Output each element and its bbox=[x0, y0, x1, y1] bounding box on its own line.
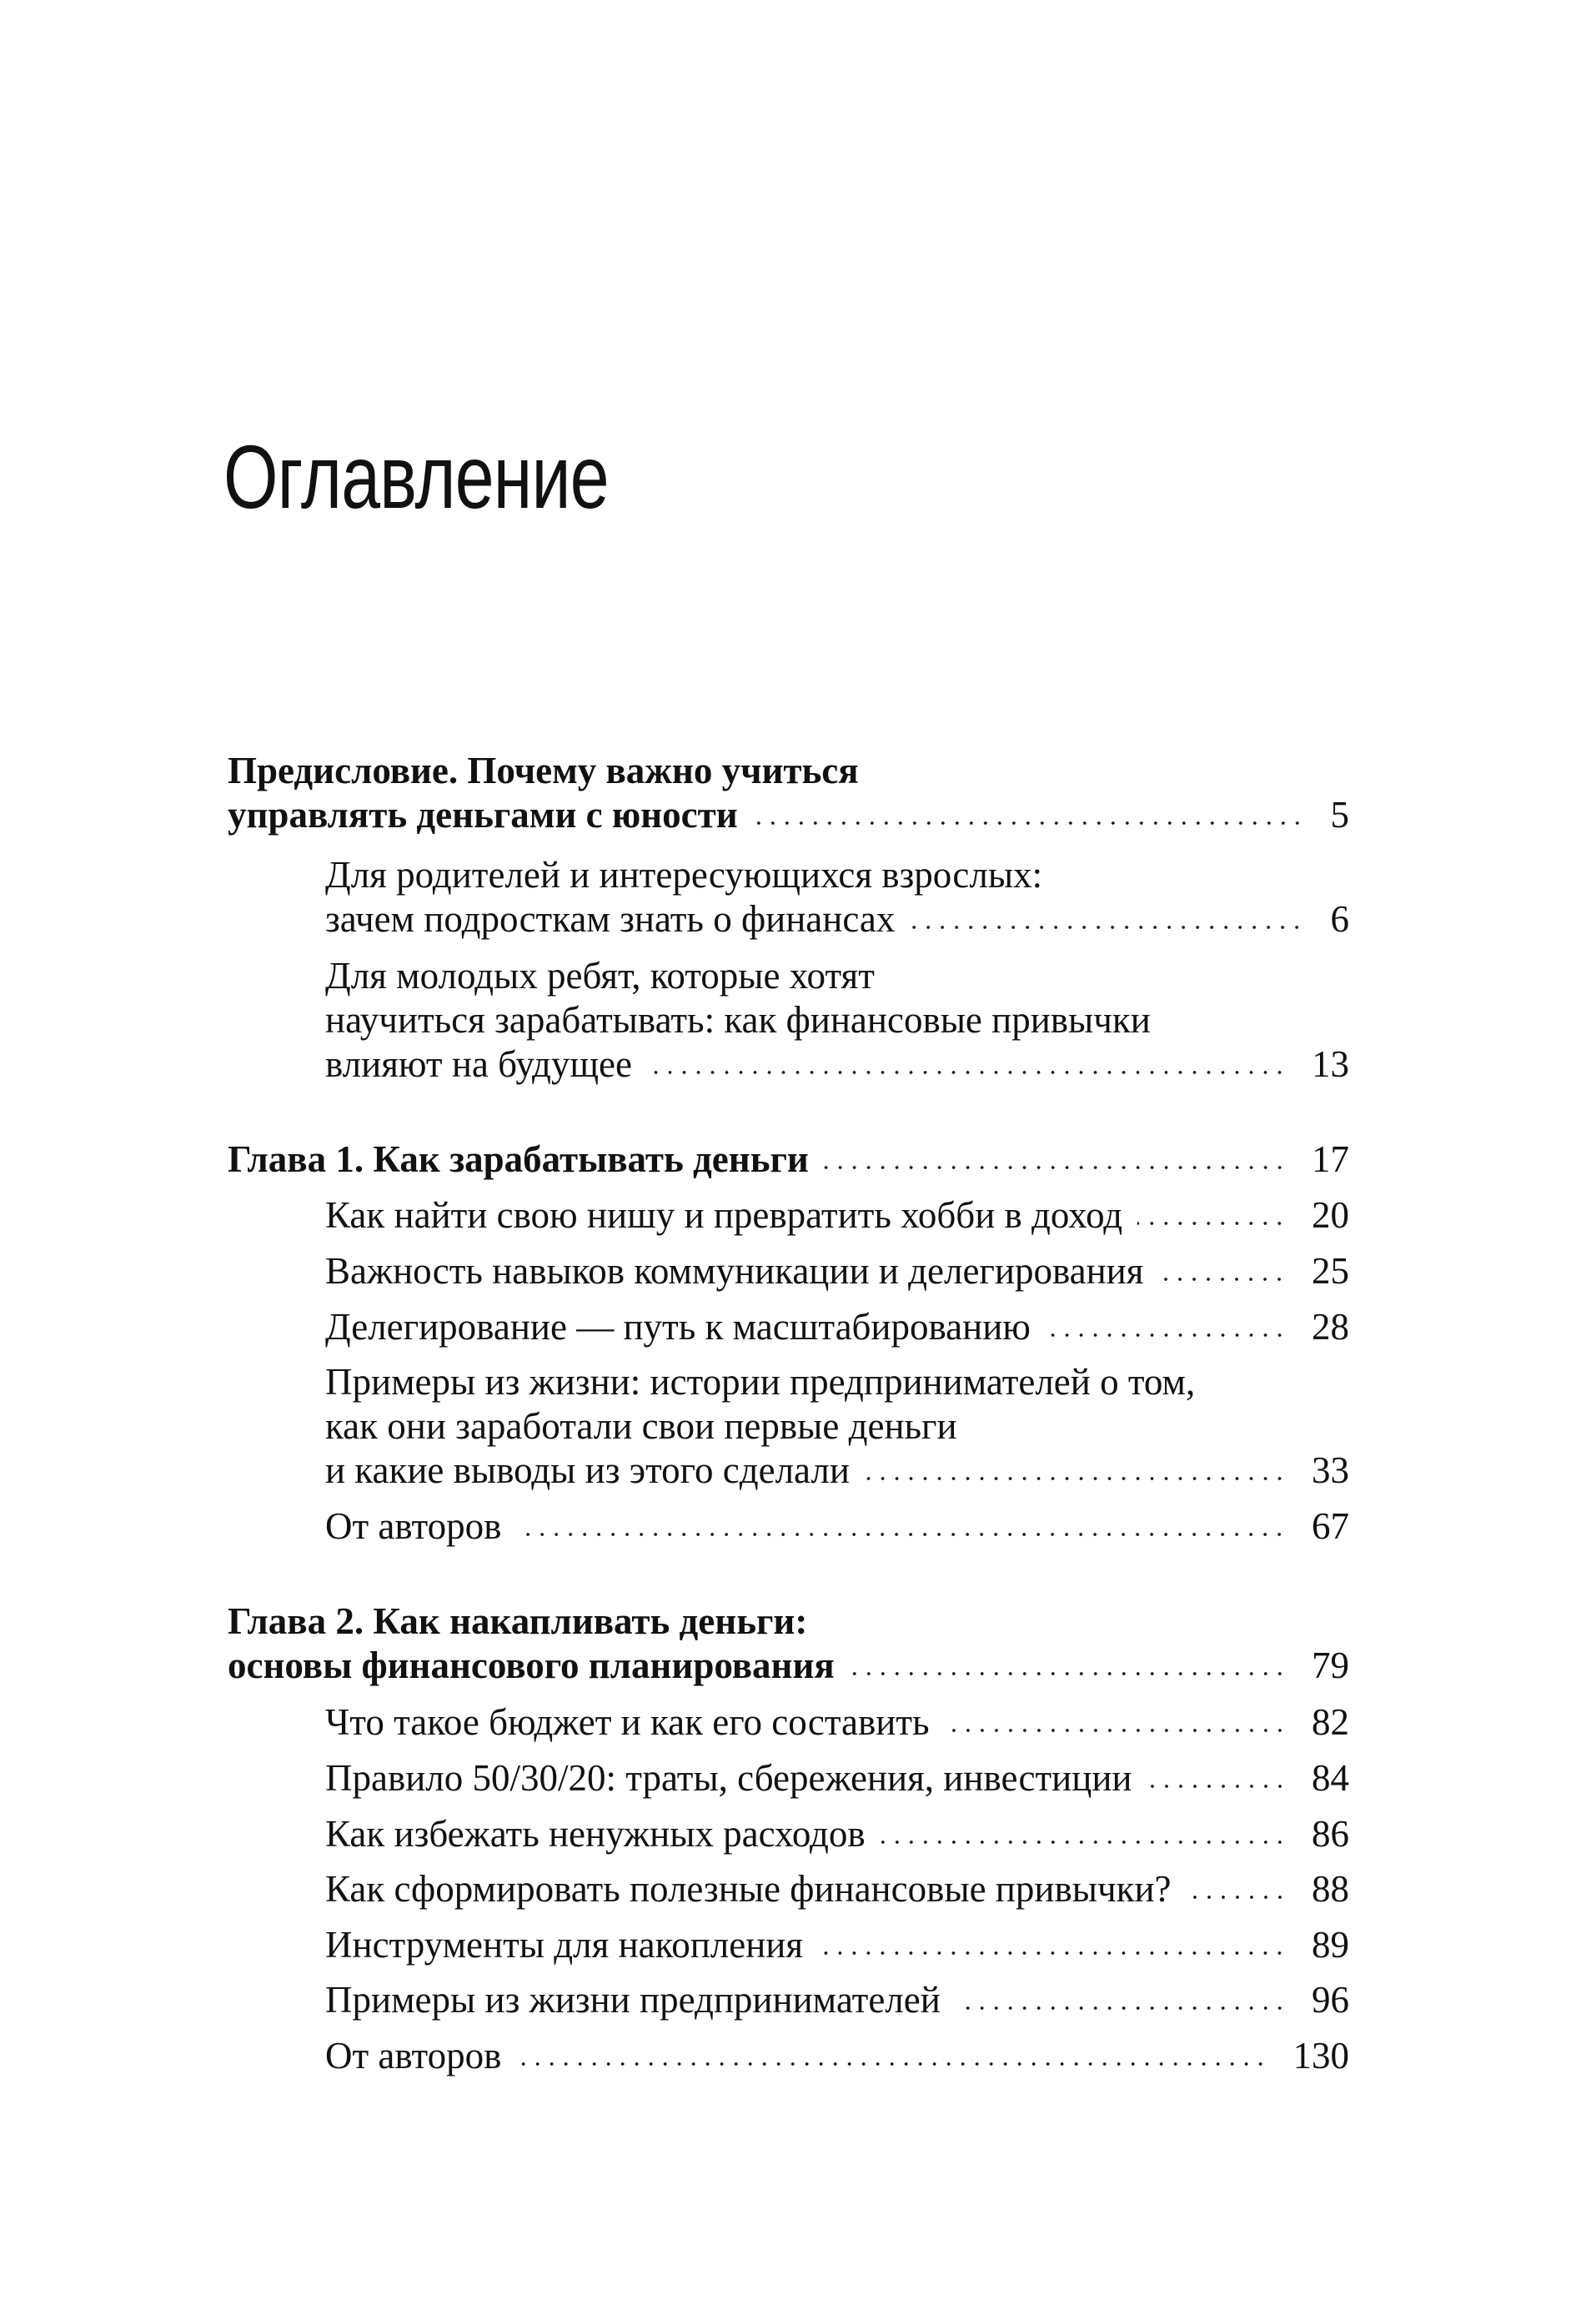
dot-leader bbox=[1187, 1895, 1287, 1900]
page-number: 25 bbox=[1312, 1250, 1349, 1292]
page-number: 86 bbox=[1312, 1813, 1349, 1855]
dot-leader bbox=[824, 1165, 1287, 1170]
page-number: 20 bbox=[1312, 1194, 1349, 1236]
toc-entry-chapter-1[interactable] bbox=[228, 1137, 1349, 1182]
page-number: 79 bbox=[1312, 1645, 1349, 1686]
dot-leader bbox=[753, 821, 1304, 826]
dot-leader bbox=[516, 1532, 1287, 1537]
toc-entry-line: Важность навыков коммуникации и делегирования bbox=[325, 1250, 1144, 1292]
page-number: 88 bbox=[1312, 1868, 1349, 1910]
page-number: 89 bbox=[1312, 1924, 1349, 1966]
toc-subentry[interactable] bbox=[325, 1305, 1349, 1349]
page-number: 6 bbox=[1330, 898, 1349, 940]
toc-subentry[interactable] bbox=[325, 1193, 1349, 1238]
toc-subentry[interactable] bbox=[325, 1756, 1349, 1800]
toc-subentry[interactable] bbox=[325, 853, 1349, 942]
toc-subentry[interactable] bbox=[325, 1504, 1349, 1549]
toc-subentry[interactable] bbox=[325, 1812, 1349, 1856]
toc-entry-line: Как сформировать полезные финансовые привычки? bbox=[325, 1868, 1172, 1910]
toc-entry-line: управлять деньгами с юности bbox=[228, 794, 738, 836]
page-number: 82 bbox=[1312, 1701, 1349, 1743]
toc-entry-line: Для молодых ребят, которые хотят bbox=[325, 955, 875, 997]
toc-entry-line: Что такое бюджет и как его составить bbox=[325, 1701, 930, 1743]
toc-subentry[interactable] bbox=[325, 954, 1349, 1087]
toc-subentry[interactable] bbox=[325, 1360, 1349, 1493]
page-number: 96 bbox=[1312, 1979, 1349, 2021]
toc-entry-line: основы финансового планирования bbox=[228, 1645, 835, 1686]
dot-leader bbox=[881, 1840, 1287, 1845]
dot-leader bbox=[1046, 1333, 1287, 1338]
page-number: 130 bbox=[1292, 2035, 1349, 2076]
page-number: 17 bbox=[1312, 1138, 1349, 1180]
toc-entry-line: Делегирование — путь к масштабированию bbox=[325, 1306, 1031, 1348]
toc-entry-line: как они заработали свои первые деньги bbox=[325, 1405, 957, 1447]
toc-entry-line: От авторов bbox=[325, 2035, 502, 2076]
toc-subentry[interactable] bbox=[325, 1867, 1349, 1911]
toc-subentry[interactable] bbox=[325, 1249, 1349, 1293]
page-number: 84 bbox=[1312, 1757, 1349, 1799]
toc-subentry[interactable] bbox=[325, 1923, 1349, 1967]
dot-leader bbox=[956, 2006, 1287, 2011]
toc-entry-line: Глава 1. Как зарабатывать деньги bbox=[228, 1138, 809, 1180]
toc-entry-line: Глава 2. Как накапливать деньги: bbox=[228, 1600, 808, 1642]
page-number: 67 bbox=[1312, 1505, 1349, 1547]
toc-subentry[interactable] bbox=[325, 1978, 1349, 2022]
page-number: 5 bbox=[1330, 794, 1349, 836]
toc-entry-line: научиться зарабатывать: как финансовые привычки bbox=[325, 999, 1151, 1041]
dot-leader bbox=[818, 1951, 1287, 1956]
toc-entry-line: Примеры из жизни предпринимателей bbox=[325, 1979, 941, 2021]
toc-entry-line: Инструменты для накопления bbox=[325, 1924, 804, 1966]
dot-leader bbox=[910, 925, 1304, 930]
toc-entry-line: Как найти свою нишу и превратить хобби в доход bbox=[325, 1194, 1123, 1236]
toc-entry-chapter-2[interactable] bbox=[228, 1599, 1349, 1688]
toc-subentry[interactable] bbox=[325, 2034, 1349, 2078]
dot-leader bbox=[945, 1728, 1287, 1733]
dot-leader bbox=[1137, 1221, 1287, 1226]
toc-entry-line: и какие выводы из этого сделали bbox=[325, 1449, 850, 1491]
dot-leader bbox=[647, 1070, 1287, 1075]
page-number: 28 bbox=[1312, 1306, 1349, 1348]
toc-entry-preface[interactable] bbox=[228, 749, 1349, 837]
dot-leader bbox=[865, 1476, 1287, 1481]
toc-entry-line: Для родителей и интересующихся взрослых: bbox=[325, 854, 1043, 896]
dot-leader bbox=[1147, 1784, 1287, 1789]
page-number: 33 bbox=[1312, 1449, 1349, 1491]
dot-leader bbox=[850, 1671, 1287, 1676]
dot-leader bbox=[516, 2061, 1267, 2066]
toc-entry-line: От авторов bbox=[325, 1505, 502, 1547]
page-title: Оглавление bbox=[223, 426, 609, 527]
toc-entry-line: влияют на будущее bbox=[325, 1043, 632, 1085]
page-number: 13 bbox=[1312, 1043, 1349, 1085]
toc-entry-line: Примеры из жизни: истории предпринимателей о том, bbox=[325, 1361, 1196, 1403]
toc-entry-line: зачем подросткам знать о финансах bbox=[325, 898, 896, 940]
toc-entry-line: Как избежать ненужных расходов bbox=[325, 1813, 866, 1855]
toc-entry-line: Правило 50/30/20: траты, сбережения, инвестиции bbox=[325, 1757, 1132, 1799]
toc-subentry[interactable] bbox=[325, 1700, 1349, 1745]
dot-leader bbox=[1158, 1277, 1287, 1282]
toc-entry-line: Предисловие. Почему важно учиться bbox=[228, 750, 859, 791]
